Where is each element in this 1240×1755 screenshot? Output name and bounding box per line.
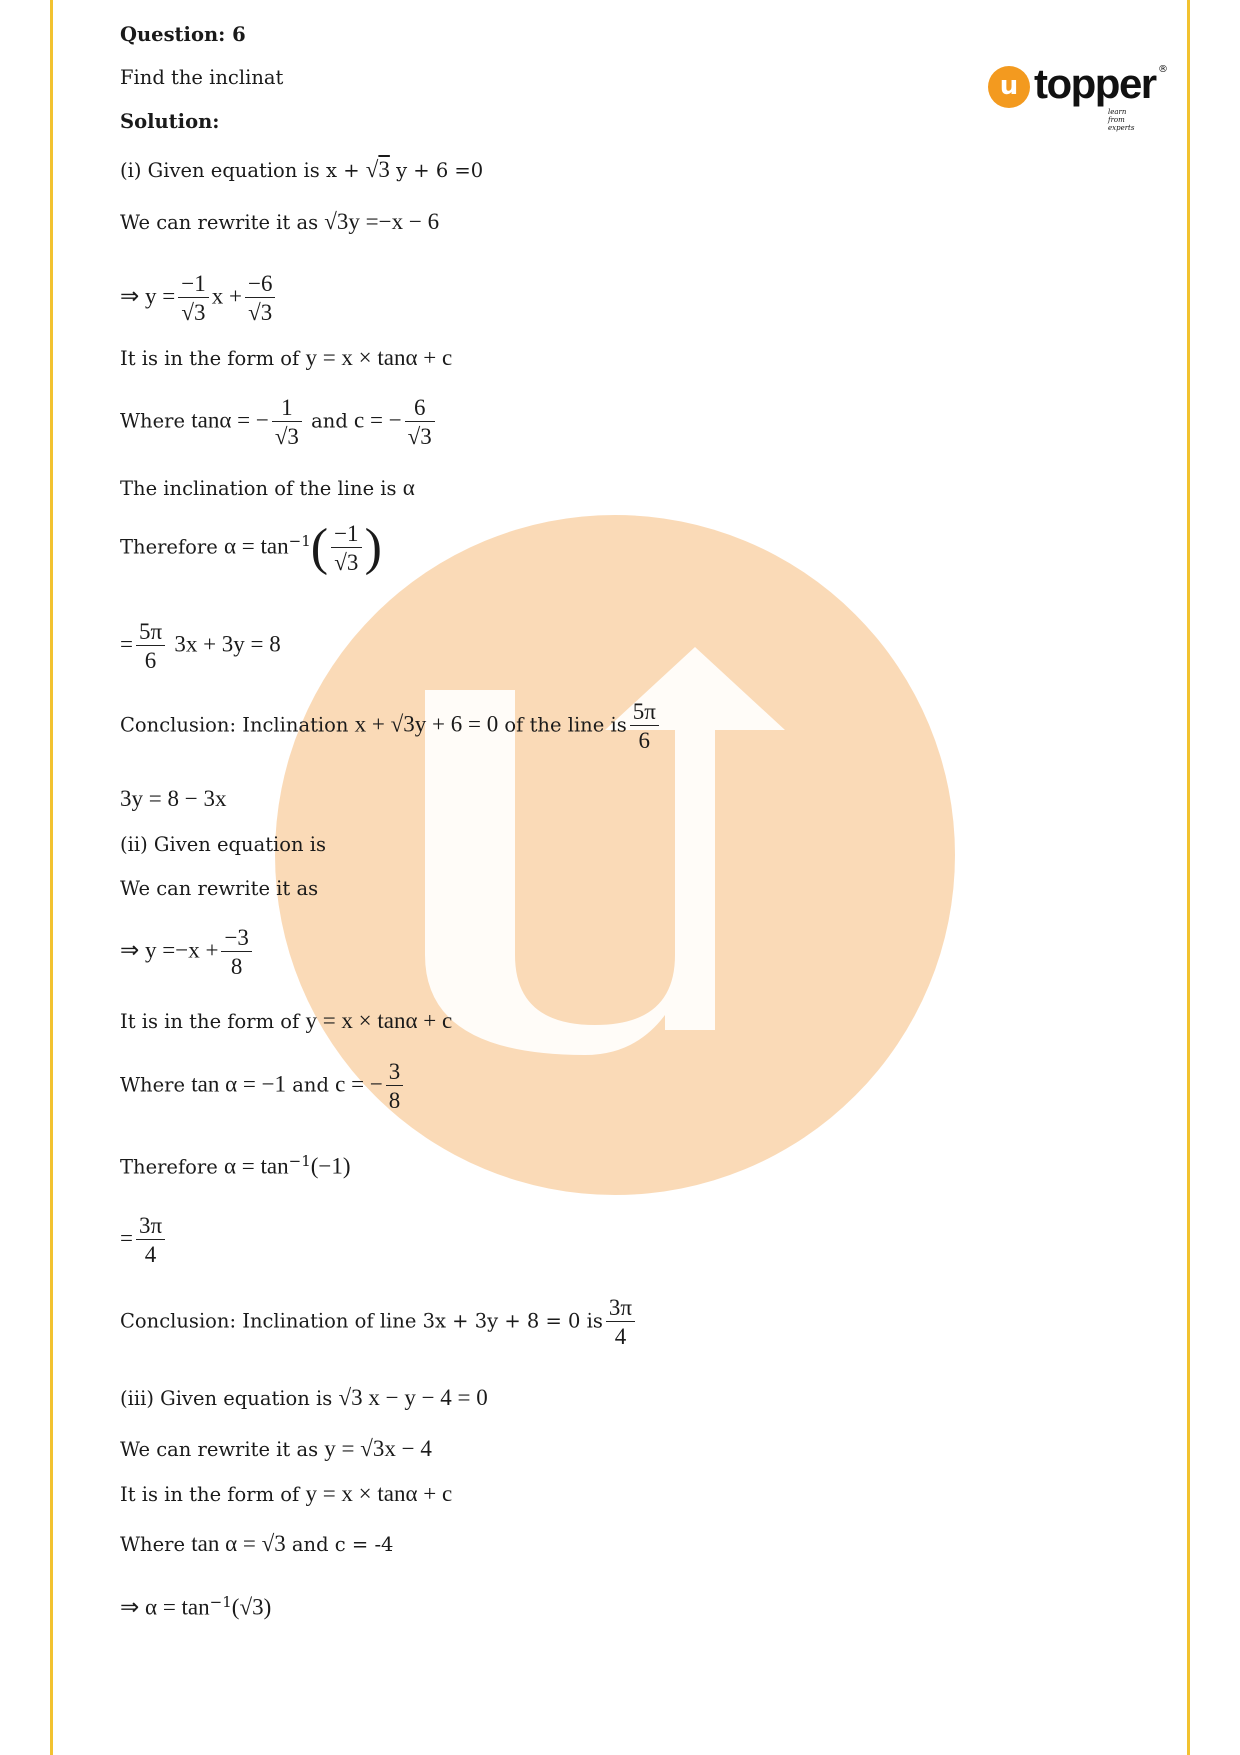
p2-where-label: Where — [120, 1073, 186, 1097]
registered-mark: ® — [1158, 64, 1168, 75]
p1-c-num: 6 — [405, 396, 435, 422]
p2-res-den: 4 — [144, 1242, 157, 1267]
p3-given — [120, 1386, 488, 1409]
p1-ther-sup: −1 — [288, 532, 311, 550]
p1-res-num: 5π — [136, 620, 165, 646]
p2-frac-num: −3 — [221, 926, 251, 952]
p2-form — [120, 1009, 452, 1032]
p3-alpha — [120, 1595, 271, 1619]
p1-form-label: It is in the form of — [120, 347, 300, 370]
p1-conc-math: x + √3y + 6 = 0 — [354, 711, 499, 737]
p1-frac1-den: √3 — [181, 300, 206, 325]
p2-form-label: It is in the form of — [120, 1010, 300, 1033]
p1-frac2-num: −6 — [245, 272, 275, 298]
p1-therefore: Therefore $\alpha = \tan^{-1}$( $\frac{-1}{√3}$ ) — [120, 519, 382, 576]
p3-form-math: y = x × tanα + c — [305, 1481, 453, 1506]
question-title: Question: 6 — [120, 23, 246, 46]
p1-incl-label: The inclination of the line is — [120, 477, 397, 500]
p3-last-arg: (√3) — [231, 1594, 272, 1620]
p1-conc-frac — [630, 700, 659, 752]
p3-rewrite-label: We can rewrite it as — [120, 1438, 319, 1461]
p1-tan-pre: tanα = − — [191, 407, 269, 433]
p3-form-label: It is in the form of — [120, 1483, 300, 1506]
p2-and: and — [292, 1073, 329, 1097]
p3-and-c: and c = -4 — [291, 1533, 394, 1556]
p1-conc-label: Conclusion: Inclination — [120, 713, 349, 737]
p2-frac-den: 8 — [230, 954, 243, 979]
p1-sqrt3: √3 — [365, 157, 390, 182]
p2-where — [120, 1060, 406, 1112]
p2-rewrite: We can rewrite it as — [120, 877, 319, 900]
p1-res-eq: = — [120, 631, 133, 657]
p2-where-math: tan α = −1 — [191, 1071, 287, 1097]
solution-title: Solution: — [120, 110, 220, 133]
p1-where — [120, 396, 438, 448]
p1-frac2 — [245, 272, 275, 324]
page-border-right — [1187, 0, 1190, 1755]
p1-inclination — [120, 476, 415, 499]
p1-rewrite-math: √3y =−x − 6 — [324, 209, 440, 234]
p1-c-den: √3 — [407, 424, 432, 449]
p1-tan-num: 1 — [272, 396, 302, 422]
p3-rewrite — [120, 1437, 432, 1460]
p1-frac1 — [178, 272, 208, 324]
p1-y-pre: ⇒ y = — [120, 283, 176, 309]
p3-where — [120, 1532, 393, 1555]
p1-frac1-num: −1 — [178, 272, 208, 298]
brand-tagline: learn from experts — [1108, 108, 1135, 132]
p2-conc-label: Conclusion: Inclination of line 3x + 3y + 8 = 0 is — [120, 1309, 603, 1333]
p1-arg-frac — [331, 522, 361, 574]
p2-y-pre: ⇒ y =−x + — [120, 937, 219, 963]
p2-ther-sup: −1 — [288, 1152, 311, 1170]
page-border-left — [50, 0, 53, 1755]
p3-given-label: (iii) Given equation is — [120, 1387, 333, 1410]
p1-and: and — [311, 409, 348, 433]
p2-c-frac — [386, 1060, 404, 1112]
p1-ther-label: Therefore — [120, 535, 218, 559]
p1-given-rest: y + 6 =0 — [396, 159, 484, 182]
p3-given-math: √3 x − y − 4 = 0 — [338, 1385, 488, 1410]
p1-y-eq — [120, 272, 278, 324]
p1-res-den: 6 — [144, 648, 157, 673]
p2-therefore — [120, 1154, 351, 1178]
p1-given-label: (i) Given equation is x + — [120, 159, 360, 182]
p1-frac2-den: √3 — [248, 300, 273, 325]
p1-res-extra: 3x + 3y = 8 — [174, 631, 281, 657]
p2-c-num: 3 — [386, 1060, 404, 1086]
p2-res-num: 3π — [136, 1214, 165, 1240]
brand-mark-icon: u — [988, 66, 1030, 108]
p1-res-frac — [136, 620, 165, 672]
p1-rewrite-expr: 3y =−x − 6 — [336, 209, 440, 234]
p3-rewrite-math: y = √3x − 4 — [324, 1436, 432, 1461]
p1-conc-den: 6 — [638, 728, 651, 753]
p2-ther-label: Therefore — [120, 1155, 218, 1179]
question-text: Find the inclinat — [120, 66, 284, 89]
p1-c-frac — [405, 396, 435, 448]
p1-tan-frac — [272, 396, 302, 448]
p1-ther-math: α = tan — [224, 533, 289, 559]
p1-form — [120, 346, 452, 369]
p2-given: (ii) Given equation is — [120, 833, 327, 856]
p1-rewrite — [120, 210, 439, 233]
p3-where-label: Where — [120, 1533, 186, 1556]
p3-last-math: ⇒ α = tan — [120, 1594, 210, 1620]
p2-res-eq: = — [120, 1225, 133, 1251]
p2-form-math: y = x × tanα + c — [305, 1008, 453, 1033]
p2-result — [120, 1214, 168, 1266]
p3-last-sup: −1 — [209, 1593, 232, 1611]
p2-ther-math: α = tan — [224, 1153, 289, 1179]
p1-arg-den: √3 — [334, 550, 359, 575]
p1-arg-num: −1 — [331, 522, 361, 548]
p3-form — [120, 1482, 452, 1505]
p3-where-math: tan α = √3 — [191, 1531, 286, 1556]
p1-conc-num: 5π — [630, 700, 659, 726]
p1-given — [120, 158, 483, 181]
p1-conclusion — [120, 700, 662, 752]
p1-stray-eq: 3y = 8 − 3x — [120, 786, 227, 811]
p2-res-frac — [136, 1214, 165, 1266]
p1-result — [120, 620, 281, 672]
p2-c-pre: c = − — [335, 1071, 383, 1097]
p1-xplus: x + — [211, 283, 242, 309]
p2-frac — [221, 926, 251, 978]
p1-rewrite-label: We can rewrite it as — [120, 211, 319, 234]
p1-form-math: y = x × tanα + c — [305, 345, 453, 370]
p1-incl-sym: α — [402, 475, 415, 500]
p2-y-eq — [120, 926, 255, 978]
p1-radicand: 3 — [378, 157, 390, 182]
p2-c-den: 8 — [388, 1088, 401, 1113]
p1-c-pre: c = − — [354, 407, 402, 433]
p2-conc-den: 4 — [614, 1324, 627, 1349]
p2-ther-arg: (−1) — [310, 1153, 351, 1179]
p2-conc-num: 3π — [606, 1296, 635, 1322]
p2-conc-frac — [606, 1296, 635, 1348]
p1-conc-mid: of the line is — [504, 713, 627, 737]
brand-name: topper — [1034, 60, 1156, 107]
p1-where-label: Where — [120, 409, 186, 433]
p1-tan-den: √3 — [274, 424, 299, 449]
p2-conclusion — [120, 1296, 638, 1348]
